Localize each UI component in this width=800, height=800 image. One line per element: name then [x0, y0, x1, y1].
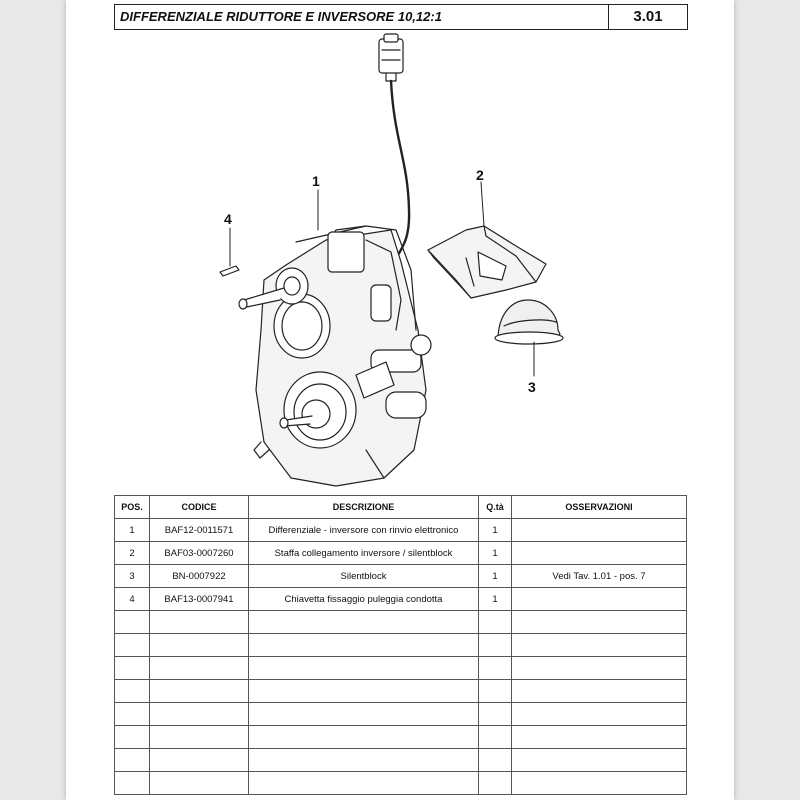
empty-row: [115, 749, 687, 772]
col-codice-header: CODICE: [150, 496, 249, 519]
silentblock-part: [495, 300, 563, 344]
empty-row: [115, 680, 687, 703]
cell-osservazioni: Vedi Tav. 1.01 - pos. 7: [512, 565, 687, 588]
table-header-row: [115, 496, 687, 519]
cell-pos: 4: [115, 588, 150, 611]
cell-descrizione: Chiavetta fissaggio puleggia condotta: [249, 588, 479, 611]
empty-row: [115, 657, 687, 680]
cell-descrizione: Differenziale - inversore con rinvio elettronico: [249, 519, 479, 542]
electric-connector: [379, 34, 403, 81]
cell-codice: BAF13-0007941: [150, 588, 249, 611]
empty-row: [115, 726, 687, 749]
cell-qta: 1: [479, 519, 512, 542]
cell-descrizione: Silentblock: [249, 565, 479, 588]
cell-codice: BN-0007922: [150, 565, 249, 588]
callout-2: 2: [476, 167, 484, 183]
callout-1: 1: [312, 173, 320, 189]
catalog-page: [66, 0, 734, 800]
cell-codice: BAF03-0007260: [150, 542, 249, 565]
table-row: [115, 565, 687, 588]
key-part: [220, 266, 239, 276]
cell-osservazioni: [512, 542, 687, 565]
cell-osservazioni: [512, 519, 687, 542]
cell-codice: BAF12-0011571: [150, 519, 249, 542]
col-osservazioni-header: OSSERVAZIONI: [512, 496, 687, 519]
cell-qta: 1: [479, 565, 512, 588]
empty-row: [115, 703, 687, 726]
callout-4: 4: [224, 211, 232, 227]
cell-qta: 1: [479, 542, 512, 565]
table-row: [115, 519, 687, 542]
table-row: [115, 588, 687, 611]
cell-pos: 3: [115, 565, 150, 588]
cell-pos: 2: [115, 542, 150, 565]
col-pos-header: POS.: [115, 496, 150, 519]
exploded-view-drawing: [66, 30, 734, 490]
cell-qta: 1: [479, 588, 512, 611]
cell-pos: 1: [115, 519, 150, 542]
cell-descrizione: Staffa collegamento inversore / silentblock: [249, 542, 479, 565]
cell-osservazioni: [512, 588, 687, 611]
callout-3: 3: [528, 379, 536, 395]
empty-row: [115, 772, 687, 795]
table-number: 3.01: [633, 8, 663, 25]
parts-table: [114, 495, 687, 795]
empty-row: [115, 611, 687, 634]
cable: [391, 81, 409, 255]
col-qta-header: Q.tà: [479, 496, 512, 519]
bracket-part: [428, 226, 546, 298]
table-row: [115, 542, 687, 565]
empty-row: [115, 634, 687, 657]
col-descrizione-header: DESCRIZIONE: [249, 496, 479, 519]
gearbox-body: [239, 226, 431, 486]
title-bar: [114, 4, 688, 30]
page-title: DIFFERENZIALE RIDUTTORE E INVERSORE 10,12:1: [115, 5, 609, 29]
